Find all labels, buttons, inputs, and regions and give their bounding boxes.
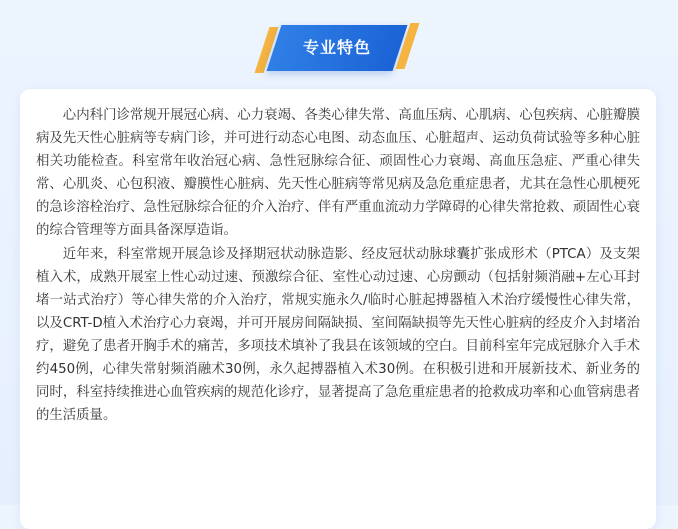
content-text xyxy=(36,104,640,427)
paragraph-intro: 心内科门诊常规开展冠心病、心力衰竭、各类心律失常、高血压病、心肌病、心包疾病、心脏瓣膜病及先天性心脏病等专病门诊，并可进行动态心电图、动态血压、心脏超声、运动负荷试验等多种心脏相关功能检查。科室常年收治冠心病、急性冠脉综合征、顽固性心力衰竭、高血压急症、严重心律失常、心肌炎、心包积液、瓣膜性心脏病、先天性心脏病等常见病及急危重症患者，尤其在急性心肌梗死的急诊溶栓治疗、急性冠脉综合征的介入治疗、伴有严重血流动力学障碍的心律失常抢救、顽固性心衰的综合管理等方面具备深厚造诣。 xyxy=(36,108,640,239)
section-title-banner xyxy=(262,21,414,75)
section-title: 专业特色 xyxy=(302,38,371,57)
paragraph-techniques: 近年来，科室常规开展急诊及择期冠状动脉造影、经皮冠状动脉球囊扩张成形术（PTCA）及支架植入术，成熟开展室上性心动过速、预激综合征、室性心动过速、心房颤动（包括射频消融+左心耳封堵一站式治疗）等心律失常的介入治疗，常规实施永久/临时心脏起搏器植入术治疗缓慢性心律失常，以及CRT-D植入术治疗心力衰竭，并可开展房间隔缺损、室间隔缺损等先天性心脏病的经皮介入封堵治疗，避免了患者开胸手术的痛苦，多项技术填补了我县在该领域的空白。目前科室年完成冠脉介入手术约450例，心律失常射频消融术30例，永久起搏器植入术30例。在积极引进和开展新技术、新业务的同时，科室持续推进心血管疾病的规范化诊疗，显著提高了急危重症患者的抢救成功率和心血管病患者的生活质量。 xyxy=(36,246,640,424)
